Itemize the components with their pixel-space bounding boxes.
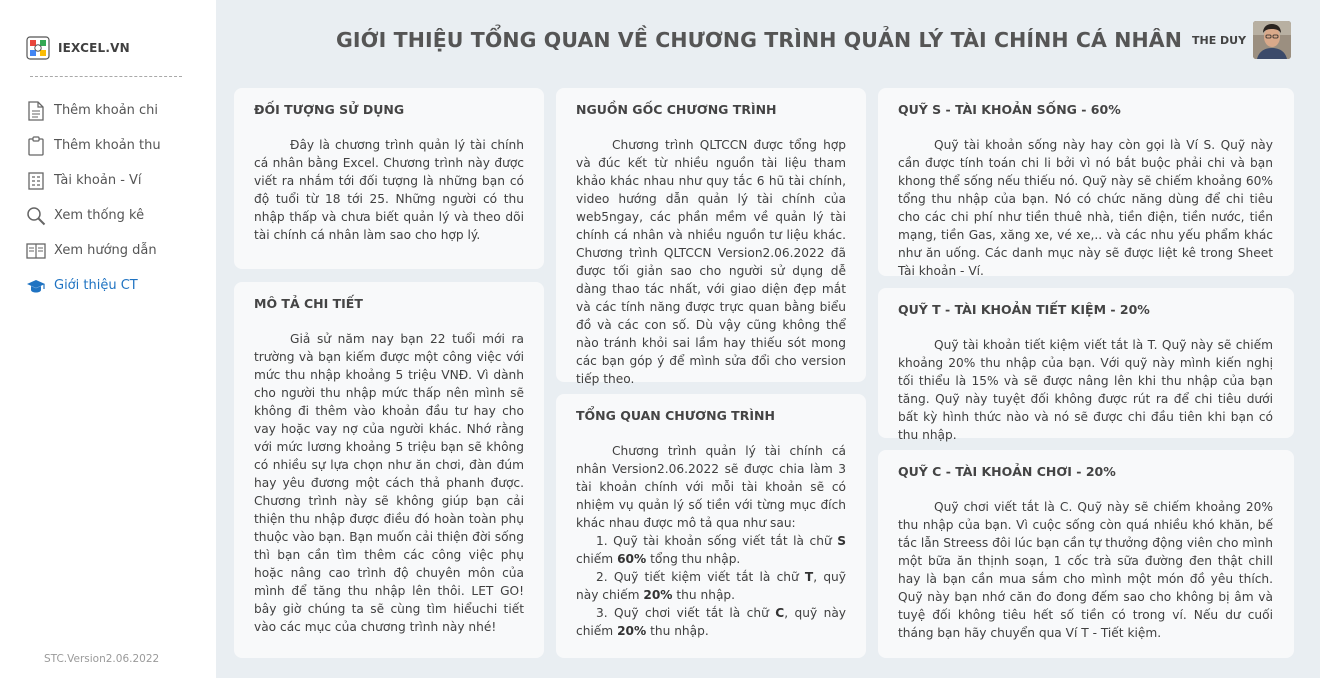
ledger-icon bbox=[26, 170, 46, 192]
card-quy-s bbox=[878, 88, 1294, 276]
logo-icon bbox=[26, 36, 50, 60]
sidebar-item-gioi-thieu-ct[interactable] bbox=[26, 268, 206, 303]
sidebar-divider bbox=[30, 76, 182, 77]
sidebar-item-xem-thong-ke[interactable] bbox=[26, 198, 206, 233]
card-body bbox=[576, 442, 846, 640]
card-text: Chương trình QLTCCN được tổng hợp và đúc kết từ nhiều nguồn tài liệu tham khảo khác nhau như quy tắc 6 hũ tài chính, video hướng dẫn quản lý tài chính của web5ngay, các phần mềm về quản lý tài chính cá nhân và nhiều nguồn tư liệu khác. Chương trình QLTCCN Version2.06.2022 đã được tối giản sao cho người sử dụng dễ dàng thao tác nhất, với giao diện đẹp mắt và các tính năng được trực quan bằng biểu đồ và các con số. Dù vậy cũng không thể nào tránh khỏi sai lầm hay thiếu sót mong các bạn góp ý để mình sửa đổi cho version tiếp theo. bbox=[576, 138, 846, 386]
card-quy-c bbox=[878, 450, 1294, 658]
avatar[interactable] bbox=[1253, 21, 1291, 59]
card-text: Giả sử năm nay bạn 22 tuổi mới ra trường và bạn kiếm được một công việc với mức thu nhập khoảng 5 triệu VNĐ. Vì dành cho người thu nhập mức thấp nên mình sẽ không đi thêm vào khoản đầu tư hay cho vay hoặc vay nợ của người khác. Nhớ rằng với mức lương khoảng 5 triệu bạn sẽ không có nhiều sự lựa chọn như ăn chơi, đàn đúm hay yêu đương một cách thả phanh được. Chương trình này sẽ không giúp bạn cải thiện thu nhập được điều đó hoàn toàn phụ thuộc vào bạn. Bạn muốn cải thiện đời sống thì bạn cần tìm thêm các công việc phụ hoặc nâng cao trình độ chuyên môn của mình để tăng thu nhập lên thôi. LET GO! bây giờ chúng ta sẽ cùng tìm hiểuchi tiết vào các mục của chương trình này nhé! bbox=[254, 332, 524, 634]
sidebar-item-them-khoan-thu[interactable] bbox=[26, 128, 206, 163]
sidebar-item-them-khoan-chi[interactable] bbox=[26, 93, 206, 128]
card-quy-t bbox=[878, 288, 1294, 442]
card-nguon-goc-chuong-trinh bbox=[556, 88, 866, 386]
card-body bbox=[898, 136, 1273, 280]
sidebar-item-label: Xem thống kê bbox=[54, 208, 145, 223]
user-name: THE DUY bbox=[1192, 34, 1247, 47]
card-text: Chương trình quản lý tài chính cá nhân Version2.06.2022 sẽ được chia làm 3 tài khoản chính với mỗi tài khoản sẽ có nhiệm vụ quản lý số tiền với từng mục đích khác nhau được mô tả qua như sau: bbox=[576, 444, 846, 530]
sidebar-item-label: Thêm khoản chi bbox=[54, 103, 159, 118]
page-title: GIỚI THIỆU TỔNG QUAN VỀ CHƯƠNG TRÌNH QUẢN LÝ TÀI CHÍNH CÁ NHÂN bbox=[336, 28, 1182, 52]
graduation-cap-icon bbox=[26, 275, 46, 297]
search-icon bbox=[26, 205, 46, 227]
sidebar bbox=[0, 0, 216, 678]
version-label: STC.Version2.06.2022 bbox=[44, 653, 160, 665]
sidebar-nav bbox=[26, 93, 206, 303]
sidebar-item-label: Thêm khoản thu bbox=[54, 138, 161, 153]
card-tong-quan-chuong-trinh bbox=[556, 394, 866, 658]
card-doi-tuong-su-dung bbox=[234, 88, 544, 269]
book-icon bbox=[26, 240, 46, 262]
card-body bbox=[254, 136, 524, 244]
sidebar-item-label: Xem hướng dẫn bbox=[54, 243, 157, 258]
logo[interactable] bbox=[26, 36, 130, 60]
card-body bbox=[576, 136, 846, 388]
sidebar-item-tai-khoan-vi[interactable] bbox=[26, 163, 206, 198]
card-title: ĐỐI TƯỢNG SỬ DỤNG bbox=[254, 102, 405, 117]
card-title: NGUỒN GỐC CHƯƠNG TRÌNH bbox=[576, 102, 777, 117]
card-text: Quỹ tài khoản sống này hay còn gọi là Ví S. Quỹ này cần được tính toán chi li bởi vì nó bắt buộc phải chi và bạn khong thể sống nếu thiếu nó. Quỹ này sẽ chiếm khoảng 60% tổng thu nhập của bạn. Nó có chức năng dùng để chi tiêu cho các chi phí như tiền thuê nhà, tiền điện, tiền nước, tiền mạng, tiền Gas, xăng xe, vé xe,.. và các nhu yếu phẩm khác như ăn uống. Các danh mục này sẽ được liệt kê trong Sheet Tài khoản - Ví. bbox=[898, 138, 1273, 278]
document-icon bbox=[26, 100, 46, 122]
list-item: 3. Quỹ chơi viết tắt là chữ C, quỹ này chiếm 20% thu nhập. bbox=[576, 606, 847, 638]
card-mo-ta-chi-tiet bbox=[234, 282, 544, 658]
card-title: MÔ TẢ CHI TIẾT bbox=[254, 296, 363, 311]
card-text: Đây là chương trình quản lý tài chính cá nhân bằng Excel. Chương trình này được viết ra nhắm tới đối tượng là những bạn có độ tuổi từ 18 tới 25. Những người có thu nhập thấp và chưa biết quản lý và theo dõi tài chính cá nhân làm sao cho hợp lý. bbox=[254, 138, 524, 242]
sidebar-item-xem-huong-dan[interactable] bbox=[26, 233, 206, 268]
card-text: Quỹ tài khoản tiết kiệm viết tắt là T. Quỹ này sẽ chiếm khoảng 20% thu nhập của bạn. Với quỹ này mình kiến nghị tối thiểu là 15% và sẽ được nâng lên khi thu nhập của bạn tăng. Quỹ này tuyệt đối không được rút ra để chi tiêu dưới bất kỳ hình thức nào và nó sẽ được chi đầu tiên khi bạn có thu nhập. bbox=[898, 338, 1273, 442]
card-title: QUỸ T - TÀI KHOẢN TIẾT KIỆM - 20% bbox=[898, 302, 1150, 317]
card-body bbox=[898, 336, 1273, 444]
card-title: TỔNG QUAN CHƯƠNG TRÌNH bbox=[576, 408, 775, 423]
card-title: QUỸ S - TÀI KHOẢN SỐNG - 60% bbox=[898, 102, 1121, 117]
card-body bbox=[254, 330, 524, 636]
list-item: 2. Quỹ tiết kiệm viết tắt là chữ T, quỹ này chiếm 20% thu nhập. bbox=[576, 570, 846, 602]
card-title: QUỸ C - TÀI KHOẢN CHƠI - 20% bbox=[898, 464, 1116, 479]
card-text: Quỹ chơi viết tắt là C. Quỹ này sẽ chiếm khoảng 20% thu nhập của bạn. Vì cuộc sống còn quá nhiều khó khăn, bế tắc lẫn Streess đôi lúc bạn cần tự thưởng động viên cho mình một bữa ăn thịnh soạn, 1 cốc trà sữa đường đen thật chill hay là bạn cần mua sắm cho mình một món đồ yêu thích. Quỹ này bạn nhớ căn đo đong đếm sao cho không bị âm và tuyệ đối không tiêu hết số tiền có trong ví. Nếu dư cuối tháng bạn hãy chuyển qua Ví T - Tiết kiệm. bbox=[898, 500, 1273, 640]
sidebar-item-label: Giới thiệu CT bbox=[54, 278, 138, 293]
sidebar-item-label: Tài khoản - Ví bbox=[54, 173, 142, 188]
card-body bbox=[898, 498, 1273, 642]
avatar-image bbox=[1253, 21, 1291, 59]
logo-text: IEXCEL.VN bbox=[58, 41, 130, 55]
list-item: 1. Quỹ tài khoản sống viết tắt là chữ S chiếm 60% tổng thu nhập. bbox=[576, 534, 846, 566]
clipboard-icon bbox=[26, 135, 46, 157]
